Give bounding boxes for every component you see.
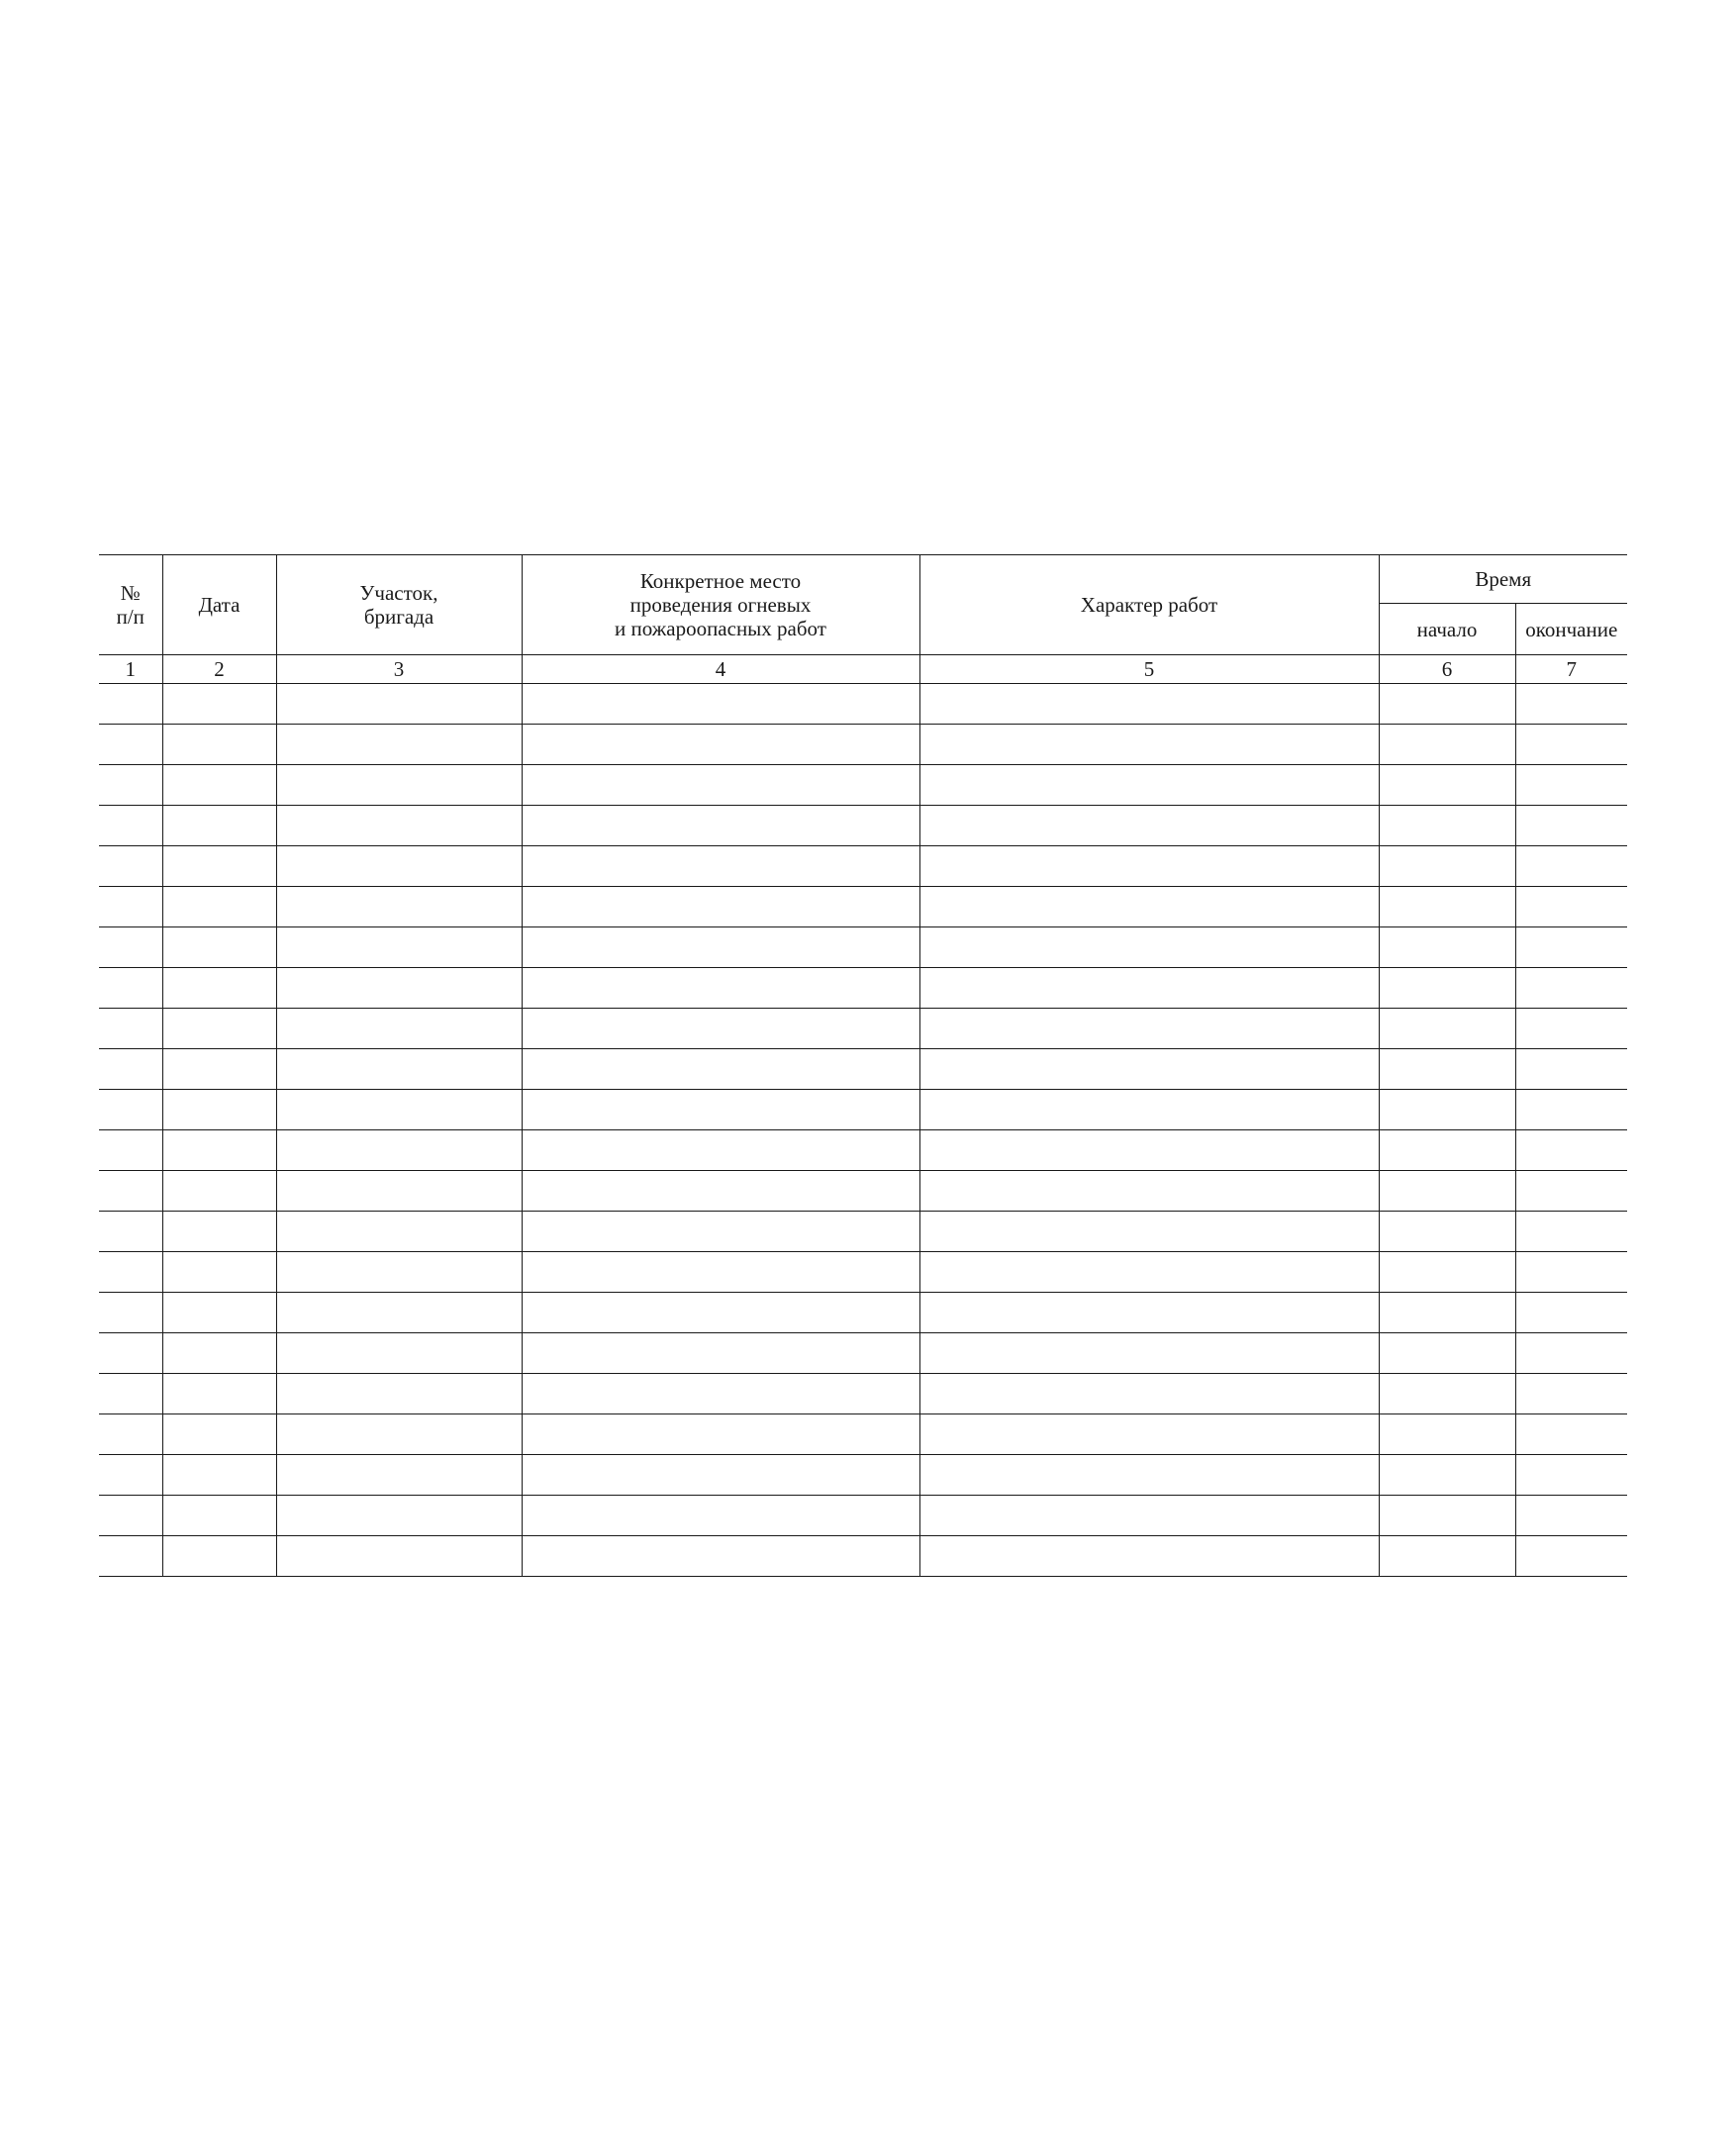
table-cell (99, 765, 162, 806)
table-cell (1515, 1171, 1627, 1212)
table-cell (1515, 1414, 1627, 1455)
table-cell (919, 887, 1379, 927)
column-number: 5 (919, 655, 1379, 684)
table-cell (919, 1009, 1379, 1049)
table-cell (1379, 1049, 1515, 1090)
header-nature-cell (919, 555, 1379, 655)
table-cell (919, 1374, 1379, 1414)
table-cell (1379, 1009, 1515, 1049)
header-end-cell (1515, 604, 1627, 655)
table-cell (522, 725, 919, 765)
table-cell (276, 1293, 522, 1333)
table-cell (99, 806, 162, 846)
table-cell (1379, 1130, 1515, 1171)
table-cell (1515, 1252, 1627, 1293)
table-cell (276, 1049, 522, 1090)
table-cell (276, 927, 522, 968)
table-row (99, 806, 1627, 846)
table-row (99, 765, 1627, 806)
table-cell (522, 765, 919, 806)
table-cell (162, 1374, 276, 1414)
table-cell (919, 1496, 1379, 1536)
table-cell (522, 1130, 919, 1171)
table-cell (99, 1333, 162, 1374)
table-cell (919, 1333, 1379, 1374)
table-cell (522, 1536, 919, 1577)
header-number-cell (99, 555, 162, 655)
table-cell (276, 968, 522, 1009)
table-cell (276, 1374, 522, 1414)
table-cell (276, 765, 522, 806)
table-cell (276, 1414, 522, 1455)
table-cell (99, 1090, 162, 1130)
table-row (99, 1049, 1627, 1090)
column-number: 3 (276, 655, 522, 684)
table-row (99, 725, 1627, 765)
table-cell (276, 1496, 522, 1536)
table-cell (1379, 1333, 1515, 1374)
table-cell (276, 887, 522, 927)
header-section-cell (276, 555, 522, 655)
table-cell (1515, 1293, 1627, 1333)
table-cell (919, 806, 1379, 846)
table-row (99, 1171, 1627, 1212)
table-cell (1379, 1171, 1515, 1212)
header-time-cell (1379, 555, 1627, 604)
table-cell (1515, 1130, 1627, 1171)
table-cell (1379, 725, 1515, 765)
table-cell (99, 1455, 162, 1496)
table-row (99, 1333, 1627, 1374)
table-cell (919, 1049, 1379, 1090)
table-cell (162, 927, 276, 968)
table-cell (919, 765, 1379, 806)
table-cell (522, 1374, 919, 1414)
header-place-cell (522, 555, 919, 655)
table-row (99, 927, 1627, 968)
table-cell (1379, 1496, 1515, 1536)
table-cell (919, 1252, 1379, 1293)
table-row (99, 1009, 1627, 1049)
table-cell (162, 1009, 276, 1049)
table-row (99, 887, 1627, 927)
column-number: 6 (1379, 655, 1515, 684)
table-cell (1379, 1293, 1515, 1333)
table-cell (1379, 1212, 1515, 1252)
table-cell (162, 725, 276, 765)
table-cell (919, 1171, 1379, 1212)
table-cell (522, 1009, 919, 1049)
table-cell (522, 1333, 919, 1374)
table-cell (1515, 927, 1627, 968)
table-cell (162, 1496, 276, 1536)
table-cell (276, 846, 522, 887)
table-cell (919, 1414, 1379, 1455)
table-cell (1515, 846, 1627, 887)
table-cell (162, 806, 276, 846)
table-row (99, 1496, 1627, 1536)
column-number: 1 (99, 655, 162, 684)
table-row (99, 1455, 1627, 1496)
table-cell (99, 725, 162, 765)
table-cell (919, 927, 1379, 968)
table-cell (99, 887, 162, 927)
table-cell (99, 968, 162, 1009)
table-row (99, 1090, 1627, 1130)
table-cell (522, 1171, 919, 1212)
journal-body (99, 684, 1627, 1577)
table-cell (276, 806, 522, 846)
table-cell (1515, 1536, 1627, 1577)
table-cell (276, 1009, 522, 1049)
table-cell (162, 765, 276, 806)
column-number: 4 (522, 655, 919, 684)
table-cell (99, 927, 162, 968)
table-row (99, 846, 1627, 887)
table-cell (919, 1090, 1379, 1130)
header-nature: Характер работ (1080, 593, 1218, 617)
table-cell (1515, 1333, 1627, 1374)
table-row (99, 1212, 1627, 1252)
table-cell (1515, 1455, 1627, 1496)
table-cell (522, 806, 919, 846)
table-cell (919, 1455, 1379, 1496)
table-cell (162, 887, 276, 927)
header-date: Дата (198, 593, 241, 617)
table-cell (522, 1293, 919, 1333)
table-cell (99, 1536, 162, 1577)
table-cell (99, 1293, 162, 1333)
table-cell (99, 846, 162, 887)
table-cell (522, 927, 919, 968)
table-cell (1515, 765, 1627, 806)
table-cell (162, 1252, 276, 1293)
table-cell (162, 1333, 276, 1374)
table-cell (99, 1009, 162, 1049)
table-cell (99, 1049, 162, 1090)
table-cell (99, 1171, 162, 1212)
table-cell (276, 1252, 522, 1293)
table-header-row (99, 555, 1627, 604)
table-cell (276, 1171, 522, 1212)
table-cell (162, 1536, 276, 1577)
table-cell (1379, 1455, 1515, 1496)
header-date-cell (162, 555, 276, 655)
table-cell (522, 846, 919, 887)
table-row (99, 1414, 1627, 1455)
table-row (99, 1252, 1627, 1293)
header-section: Участок, бригада (359, 581, 438, 629)
table-cell (1379, 968, 1515, 1009)
table-cell (162, 1455, 276, 1496)
table-cell (162, 968, 276, 1009)
table-cell (99, 1374, 162, 1414)
table-cell (1515, 1049, 1627, 1090)
table-cell (919, 1293, 1379, 1333)
table-cell (276, 1130, 522, 1171)
table-cell (1515, 806, 1627, 846)
table-cell (522, 1455, 919, 1496)
table-cell (276, 1455, 522, 1496)
table-cell (1379, 765, 1515, 806)
table-cell (919, 968, 1379, 1009)
header-place: Конкретное место проведения огневых и пожароопасных работ (615, 569, 826, 640)
header-start: начало (1416, 617, 1478, 641)
header-end: окончание (1525, 617, 1618, 641)
table-cell (1379, 927, 1515, 968)
table-row (99, 684, 1627, 725)
table-cell (1515, 725, 1627, 765)
table-cell (1515, 1090, 1627, 1130)
header-time: Время (1475, 567, 1532, 591)
table-row (99, 1293, 1627, 1333)
table-cell (276, 1536, 522, 1577)
fire-works-journal-table (99, 554, 1627, 1577)
table-cell (1379, 1536, 1515, 1577)
table-cell (1515, 1009, 1627, 1049)
table-cell (919, 1536, 1379, 1577)
table-cell (522, 1414, 919, 1455)
table-cell (1515, 887, 1627, 927)
table-cell (1379, 846, 1515, 887)
table-cell (919, 725, 1379, 765)
column-numbers-row (99, 655, 1627, 684)
table-cell (1515, 968, 1627, 1009)
table-cell (162, 1171, 276, 1212)
table-cell (162, 1130, 276, 1171)
table-cell (522, 1049, 919, 1090)
table-row (99, 1536, 1627, 1577)
table-cell (276, 1333, 522, 1374)
table-cell (162, 1293, 276, 1333)
table-cell (1379, 684, 1515, 725)
table-cell (919, 1212, 1379, 1252)
table-cell (99, 1252, 162, 1293)
table-cell (522, 684, 919, 725)
column-number: 2 (162, 655, 276, 684)
table-cell (276, 684, 522, 725)
table-cell (1379, 1374, 1515, 1414)
table-row (99, 1130, 1627, 1171)
table-cell (1379, 887, 1515, 927)
table-cell (162, 684, 276, 725)
table-cell (1379, 1090, 1515, 1130)
table-cell (276, 725, 522, 765)
table-cell (99, 1414, 162, 1455)
table-row (99, 968, 1627, 1009)
table-cell (99, 1496, 162, 1536)
table-cell (1515, 1212, 1627, 1252)
table-cell (162, 1090, 276, 1130)
table-cell (99, 1130, 162, 1171)
header-start-cell (1379, 604, 1515, 655)
table-cell (1379, 1414, 1515, 1455)
table-cell (162, 1049, 276, 1090)
table-cell (522, 1212, 919, 1252)
table-cell (276, 1212, 522, 1252)
table-cell (276, 1090, 522, 1130)
table-cell (522, 968, 919, 1009)
table-cell (1515, 684, 1627, 725)
column-number: 7 (1515, 655, 1627, 684)
table-cell (162, 1212, 276, 1252)
table-cell (99, 684, 162, 725)
table-cell (919, 846, 1379, 887)
table-cell (162, 1414, 276, 1455)
table-cell (1379, 1252, 1515, 1293)
table-cell (1515, 1374, 1627, 1414)
table-cell (919, 684, 1379, 725)
table-cell (522, 1090, 919, 1130)
table-cell (522, 887, 919, 927)
table-cell (919, 1130, 1379, 1171)
table-cell (522, 1252, 919, 1293)
table-cell (1515, 1496, 1627, 1536)
table-cell (1379, 806, 1515, 846)
table-cell (522, 1496, 919, 1536)
table-cell (162, 846, 276, 887)
table-cell (99, 1212, 162, 1252)
table-row (99, 1374, 1627, 1414)
header-number: № п/п (116, 581, 145, 629)
